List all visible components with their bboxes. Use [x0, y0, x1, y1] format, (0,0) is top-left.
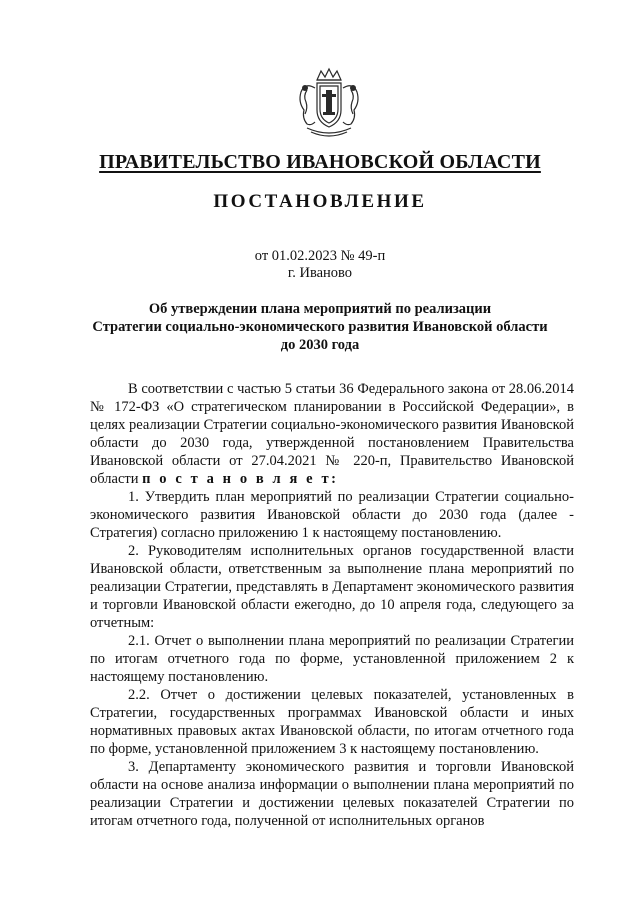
clause-2-1: 2.1. Отчет о выполнении плана мероприятий по реализации Стратегии по итогам отчетного года по форме, установленной приложением 2 к настоящему постановлению.	[90, 633, 574, 685]
document-body	[90, 380, 574, 830]
government-title: ПРАВИТЕЛЬСТВО ИВАНОВСКОЙ ОБЛАСТИ	[99, 151, 541, 173]
subject-line-2: Стратегии социально-экономического развития Ивановской области	[92, 319, 548, 335]
clause-1: 1. Утвердить план мероприятий по реализации Стратегии социально-экономического развития Ивановской области до 2030 года (далее - Стратегия) согласно приложению 1 к настоящему постановлению.	[90, 489, 574, 541]
clause-2: 2. Руководителям исполнительных органов государственной власти Ивановской области, ответственным за выполнение плана мероприятий по реализации Стратегии, представлять в Департамент экономического развития и торговли Ивановской области ежегодно, до 10 апреля года, следующего за отчетным:	[90, 543, 574, 631]
coat-of-arms-icon	[293, 66, 365, 140]
document-type: ПОСТАНОВЛЕНИЕ	[213, 191, 427, 212]
clause-3: 3. Департаменту экономического развития и торговли Ивановской области на основе анализа информации о выполнении плана мероприятий по реализации Стратегии и достижении целевых показателей Стратегии по итогам отчетного года, полученной от исполнительных органов	[90, 759, 574, 829]
date-number: от 01.02.2023 № 49-п	[254, 248, 386, 264]
subject-line-3: до 2030 года	[280, 337, 360, 353]
subject-line-1: Об утверждении плана мероприятий по реализации	[148, 301, 492, 317]
clause-2-2: 2.2. Отчет о достижении целевых показателей, установленных в Стратегии, государственных программах Ивановской области и иных нормативных правовых актах Ивановской области, по итогам отчетного года по форме, установленной приложением 3 к настоящему постановлению.	[90, 687, 574, 757]
preamble-text: В соответствии с частью 5 статьи 36 Федерального закона от 28.06.2014 № 172-ФЗ «О стратегическом планировании в Российской Федерации», в целях реализации Стратегии социально-экономического развития Ивановской области до 2030 года, утвержденной постановлением Правительства Ивановской области от 27.04.2021 № 220-п, Правительство Ивановской области	[90, 381, 574, 487]
city: г. Иваново	[287, 265, 353, 281]
document-subject	[0, 300, 640, 354]
decree-word: п о с т а н о в л я е т:	[142, 471, 339, 487]
document-meta	[0, 248, 640, 282]
preamble-paragraph	[90, 380, 574, 488]
